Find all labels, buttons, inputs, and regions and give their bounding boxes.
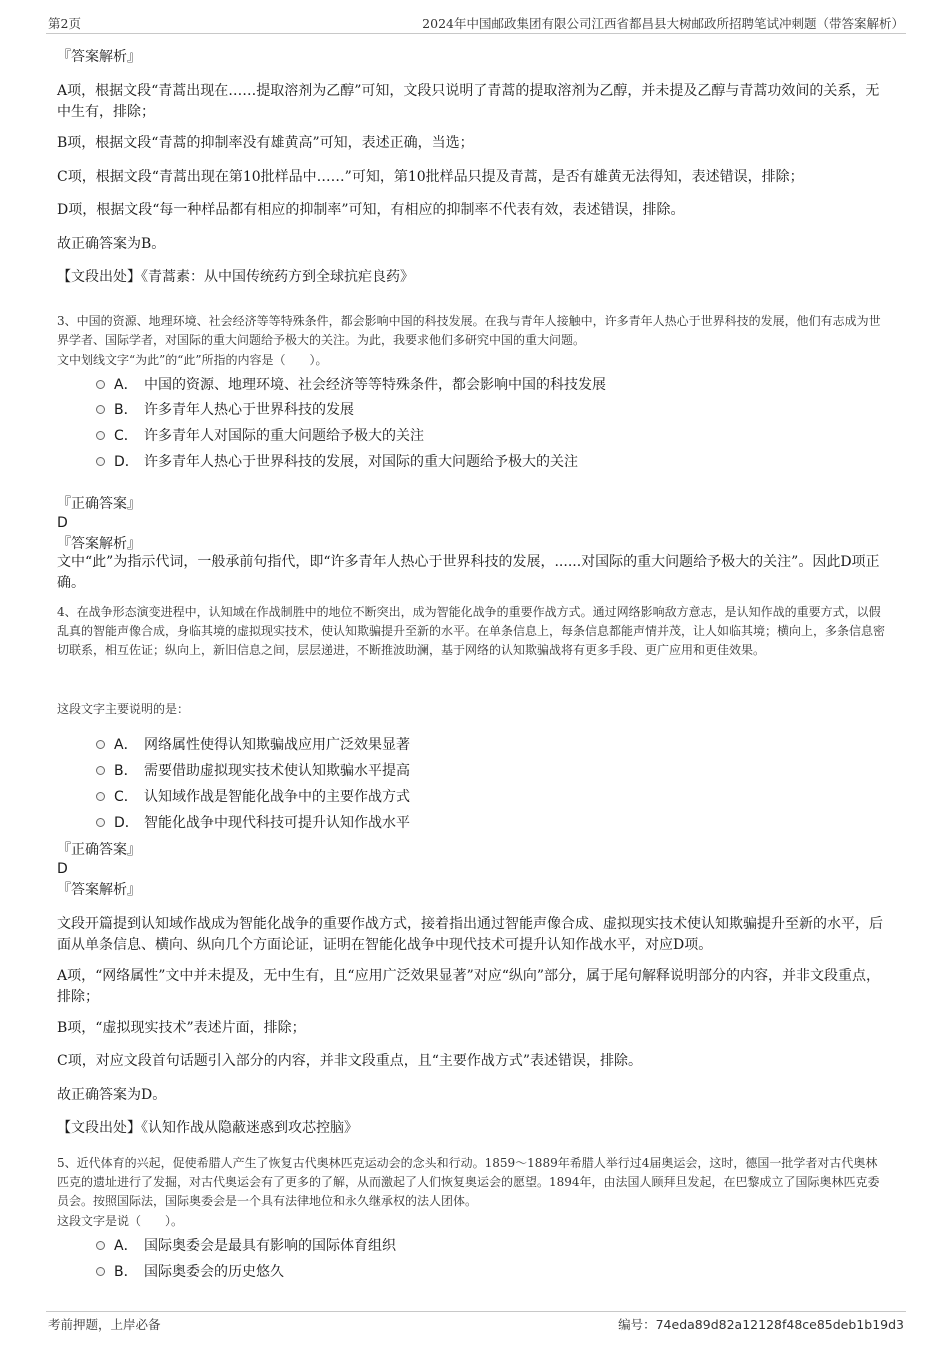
- radio-icon[interactable]: [96, 1267, 105, 1276]
- radio-icon[interactable]: [96, 457, 105, 466]
- document-id: 编号：74eda89d82a12128f48ce85deb1b19d3: [618, 1317, 904, 1332]
- radio-icon[interactable]: [96, 380, 105, 389]
- page-header: [48, 14, 904, 32]
- q4-source: 【文段出处】《认知作战从隐蔽迷惑到攻芯控脑》: [57, 1120, 358, 1136]
- radio-icon[interactable]: [96, 818, 105, 827]
- q4-stem: 4、在战争形态演变进程中，认知域在作战制胜中的地位不断突出，成为智能化战争的重要作战方式。通过网络影响敌方意志，是认知作战的重要方式，以假乱真的智能声像合成，身临其境的虚拟现实技术，使认知欺骗提升至新的水平。在单条信息上，每条信息都能声情并茂，让人如临其境；横向上，多条信息密切联系，相互佐证；纵向上，新旧信息之间，层层递进，不断推波助澜，基于网络的认知欺骗战将有更多手段、更广应用和更佳效果。: [57, 605, 886, 657]
- q4-answer: D: [57, 861, 68, 877]
- q4-analysis-c: C项，对应文段首句话题引入部分的内容，并非文段重点，且“主要作战方式”表述错误，排除。: [57, 1053, 643, 1069]
- q5-prompt: 这段文字是说（ ）。: [57, 1214, 184, 1228]
- q3-stem: 3、中国的资源、地理环境、社会经济等等特殊条件，都会影响中国的科技发展。在我与青年人接触中，许多青年人热心于世界科技的发展，他们有志成为世界学者、国际学者，对国际的重大问题给予极大的关注。为此，我要求他们多研究中国的重大问题。: [57, 314, 881, 347]
- q5-option-b[interactable]: B． 国际奥委会的历史悠久: [96, 1262, 284, 1282]
- q4-analysis-label: 『答案解析』: [57, 882, 141, 898]
- q4-prompt: 这段文字主要说明的是：: [57, 702, 190, 716]
- document-title: 2024年中国邮政集团有限公司江西省都昌县大树邮政所招聘笔试冲刺题（带答案解析）: [422, 16, 904, 31]
- q2-conclusion: 故正确答案为B。: [57, 236, 166, 252]
- q4-option-c[interactable]: C． 认知域作战是智能化战争中的主要作战方式: [96, 787, 410, 807]
- q4-conclusion: 故正确答案为D。: [57, 1087, 167, 1103]
- page-number: 第2页: [48, 16, 81, 31]
- header-divider: [46, 33, 906, 34]
- q3-option-d[interactable]: D． 许多青年人热心于世界科技的发展，对国际的重大问题给予极大的关注: [96, 452, 578, 472]
- radio-icon[interactable]: [96, 766, 105, 775]
- q4-analysis-b: B项，“虚拟现实技术”表述片面，排除；: [57, 1020, 306, 1036]
- q5-stem: 5、近代体育的兴起，促使希腊人产生了恢复古代奥林匹克运动会的念头和行动。1859～1889年希腊人举行过4届奥运会，这时，德国一批学者对古代奥林匹克的遗址进行了发掘，对古代奥运会有了更多的了解，从而激起了人们恢复奥运会的愿望。1894年，由法国人顾拜旦发起，在巴黎成立了国际奥林匹克委员会。按照国际法，国际奥委会是一个具有法律地位和永久继承权的法人团体。: [57, 1156, 880, 1208]
- q3-answer: D: [57, 515, 68, 531]
- radio-icon[interactable]: [96, 792, 105, 801]
- q3-answer-label: 『正确答案』: [57, 496, 141, 512]
- q4-analysis: 文段开篇提到认知域作战成为智能化战争的重要作战方式，接着指出通过智能声像合成、虚拟现实技术使认知欺骗提升至新的水平，后面从单条信息、横向、纵向几个方面论证，证明在智能化战争中现代技术可提升认知作战水平，对应D项。: [57, 916, 883, 953]
- q4-option-b[interactable]: B． 需要借助虚拟现实技术使认知欺骗水平提高: [96, 761, 410, 781]
- q3-analysis-label: 『答案解析』: [57, 536, 141, 552]
- q2-source: 【文段出处】《青蒿素：从中国传统药方到全球抗疟良药》: [57, 269, 414, 285]
- q4-answer-label: 『正确答案』: [57, 842, 141, 858]
- footer-divider: [46, 1311, 906, 1312]
- q3-option-c[interactable]: C． 许多青年人对国际的重大问题给予极大的关注: [96, 426, 424, 446]
- radio-icon[interactable]: [96, 1241, 105, 1250]
- q4-option-d[interactable]: D． 智能化战争中现代科技可提升认知作战水平: [96, 813, 410, 833]
- q3-analysis: 文中“此”为指示代词，一般承前句指代，即“许多青年人热心于世界科技的发展，......对国际的重大问题给予极大的关注”。因此D项正确。: [57, 554, 880, 591]
- q3-option-b[interactable]: B． 许多青年人热心于世界科技的发展: [96, 400, 354, 420]
- footer-slogan: 考前押题，上岸必备: [48, 1317, 161, 1332]
- q2-analysis-b: B项，根据文段“青蒿的抑制率没有雄黄高”可知，表述正确，当选；: [57, 135, 474, 151]
- q2-analysis-label: 『答案解析』: [57, 49, 141, 65]
- q5-option-a[interactable]: A． 国际奥委会是最具有影响的国际体育组织: [96, 1236, 396, 1256]
- radio-icon[interactable]: [96, 740, 105, 749]
- radio-icon[interactable]: [96, 431, 105, 440]
- q4-option-a[interactable]: A． 网络属性使得认知欺骗战应用广泛效果显著: [96, 735, 410, 755]
- q2-analysis-a: A项，根据文段“青蒿出现在……提取溶剂为乙醇”可知，文段只说明了青蒿的提取溶剂为乙醇，并未提及乙醇与青蒿功效间的关系，无中生有，排除；: [57, 83, 880, 120]
- q3-option-a[interactable]: A． 中国的资源、地理环境、社会经济等等特殊条件，都会影响中国的科技发展: [96, 375, 606, 395]
- radio-icon[interactable]: [96, 405, 105, 414]
- q4-analysis-a: A项，“网络属性”文中并未提及，无中生有，且“应用广泛效果显著”对应“纵向”部分，属于尾句解释说明部分的内容，并非文段重点，排除；: [57, 968, 881, 1005]
- q3-prompt: 文中划线文字“为此”的“此”所指的内容是（ ）。: [57, 353, 328, 367]
- q2-analysis-c: C项，根据文段“青蒿出现在第10批样品中……”可知，第10批样品只提及青蒿，是否有雄黄无法得知，表述错误，排除；: [57, 169, 804, 185]
- q2-analysis-d: D项，根据文段“每一种样品都有相应的抑制率”可知，有相应的抑制率不代表有效，表述错误，排除。: [57, 202, 685, 218]
